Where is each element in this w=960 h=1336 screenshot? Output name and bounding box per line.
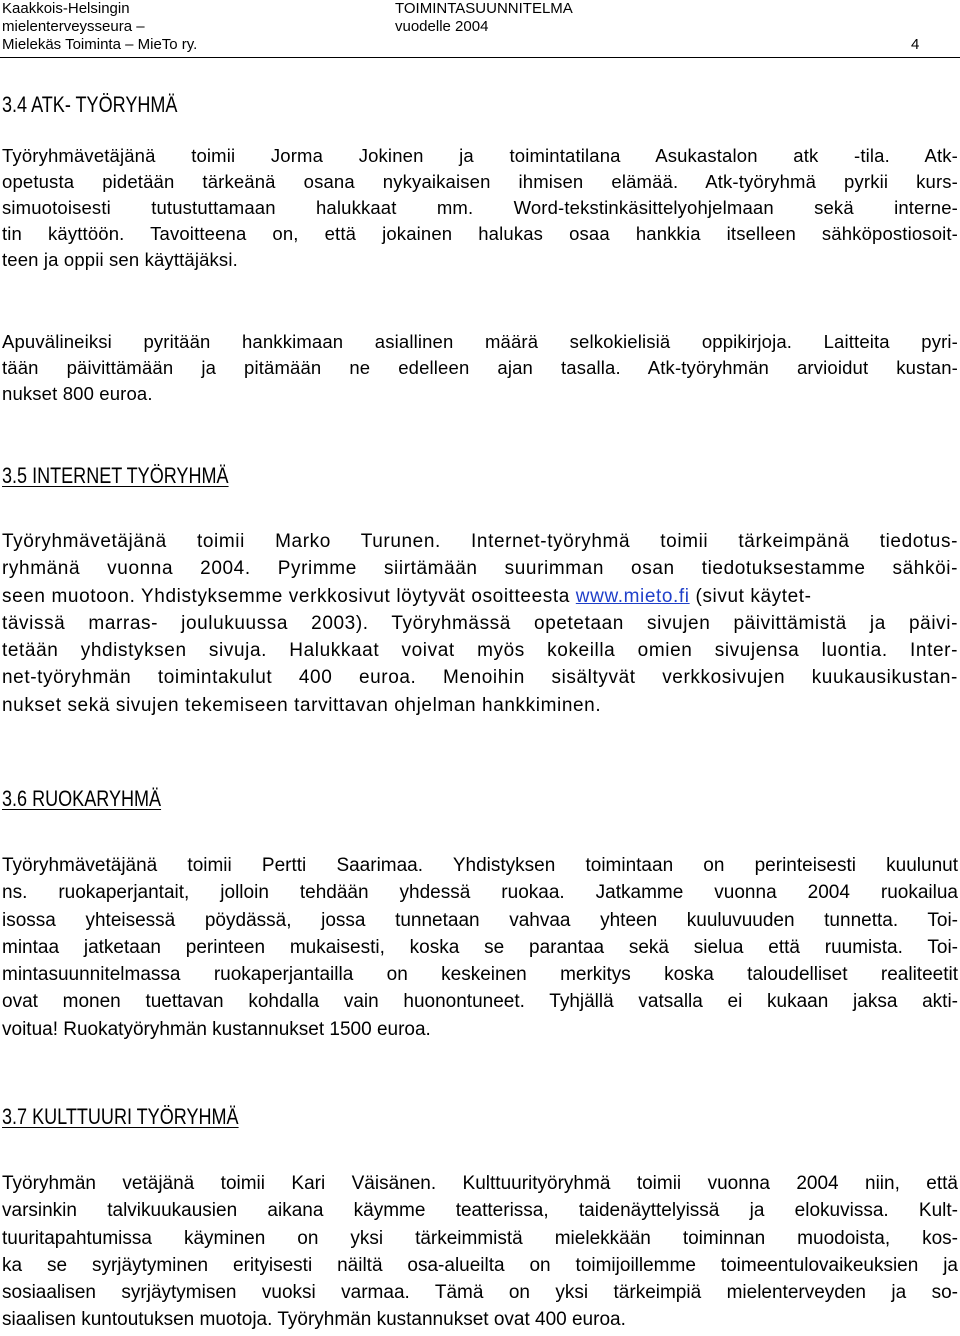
paragraph-atk-tools bbox=[2, 329, 958, 407]
text-line: varsinkin talvikuukausien aikana käymme teatterissa, taidenäyttelyissä ja elokuvissa. Kult- bbox=[2, 1200, 958, 1222]
website-link[interactable]: www.mieto.fi bbox=[575, 585, 690, 607]
text-line: mintasuunnitelmassa ruokaperjantailla on keskeinen merkitys koska taloudelliset realiteetit bbox=[2, 964, 958, 986]
text-line: sosiaalisen syrjäytymisen vuoksi varmaa. Tämä on yksi tärkeimpiä mielenterveyden ja so- bbox=[2, 1282, 958, 1304]
text-line: mintaa jatketaan perinteen mukaisesti, koska se parantaa sekä sielua että ruumista. Toi- bbox=[2, 936, 958, 958]
text-line: isossa yhteisessä pöydässä, jossa tunnetaan vahvaa yhteen kuuluvuuden tunnetta. Toi- bbox=[2, 909, 958, 931]
text-line: ns. ruokaperjantait, jolloin tehdään yhdessä ruokaa. Jatkamme vuonna 2004 ruokailua bbox=[2, 882, 958, 904]
header-org-line: Mielekäs Toiminta – MieTo ry. bbox=[2, 36, 198, 53]
text-line: ryhmänä vuonna 2004. Pyrimme siirtämään suurimman osan tiedotuksestamme sähköi- bbox=[2, 558, 958, 580]
header-org-line: mielenterveysseura – bbox=[2, 18, 145, 35]
section-title-ruoka: 3.6 RUOKARYHMÄ bbox=[2, 786, 162, 811]
text-line: Työryhmävetäjänä toimii Jorma Jokinen ja toimintatilana Asukastalon atk -tila. Atk- bbox=[2, 145, 958, 166]
header-org-line: Kaakkois-Helsingin bbox=[2, 0, 130, 17]
header-doc-line: TOIMINTASUUNNITELMA bbox=[395, 0, 573, 17]
text-line: Työryhmän vetäjänä toimii Kari Väisänen. Kulttuurityöryhmä toimii vuonna 2004 niin, että bbox=[2, 1173, 958, 1194]
text-line bbox=[2, 583, 958, 610]
section-title-atk: 3.4 ATK- TYÖRYHMÄ bbox=[2, 92, 178, 117]
paragraph-atk-intro bbox=[2, 143, 958, 273]
header-document-title bbox=[395, 0, 573, 36]
text-fragment: seen muotoon. Yhdistyksemme verkkosivut löytyvät osoitteesta bbox=[2, 585, 570, 607]
text-line: teen ja oppii sen käyttäjäksi. bbox=[2, 249, 238, 270]
header-divider bbox=[0, 57, 960, 58]
text-line: tuuritapahtumissa käyminen on yksi tärkeimmistä mielekkään toiminnan muodoista, kos- bbox=[2, 1227, 958, 1249]
text-line: nukset 800 euroa. bbox=[2, 383, 153, 404]
text-line: tetään yhdistyksen sivuja. Halukkaat voivat myös kokeilla omien sivujensa luontia. Inter- bbox=[2, 640, 958, 662]
text-line: tin käyttöön. Tavoitteena on, että jokainen halukas osaa hankkia itselleen sähköpostiosoit- bbox=[2, 223, 958, 244]
text-line: tään päivittämään ja pitämään ne edelleen ajan tasalla. Atk-työryhmän arvioidut kustan- bbox=[2, 357, 958, 378]
paragraph-ruoka bbox=[2, 852, 958, 1043]
text-fragment: (sivut käytet- bbox=[689, 585, 812, 607]
text-line: simuotoisesti tutustuttamaan halukkaat mm. Word-tekstinkäsittelyohjelmaan sekä interne- bbox=[2, 197, 958, 218]
section-title-kulttuuri: 3.7 KULTTUURI TYÖRYHMÄ bbox=[2, 1104, 239, 1129]
section-title-internet: 3.5 INTERNET TYÖRYHMÄ bbox=[2, 463, 229, 488]
text-line: ovat monen tuettavan kohdalla vain huonontuneet. Tyhjällä vatsalla ei kukaan jaksa akti- bbox=[2, 991, 958, 1013]
text-line: siaalisen kuntoutuksen muotoja. Työryhmän kustannukset ovat 400 euroa. bbox=[2, 1309, 626, 1331]
text-line: voitua! Ruokatyöryhmän kustannukset 1500 euroa. bbox=[2, 1018, 431, 1040]
header-organization bbox=[2, 0, 197, 54]
text-line: Työryhmävetäjänä toimii Pertti Saarimaa. Yhdistyksen toimintaan on perinteisesti kuulunut bbox=[2, 855, 958, 876]
header-doc-line: vuodelle 2004 bbox=[395, 18, 489, 35]
paragraph-internet bbox=[2, 528, 958, 719]
text-line: opetusta pidetään tärkeänä osana nykyaikaisen ihmisen elämää. Atk-työryhmä pyrkii kurs- bbox=[2, 171, 958, 192]
text-line: ka se syrjäytyminen erityisesti näiltä osa-alueilta on toimijoillemme toimeentulovaikeuksien ja bbox=[2, 1254, 958, 1276]
text-line: Työryhmävetäjänä toimii Marko Turunen. Internet-työryhmä toimii tärkeimpänä tiedotus- bbox=[2, 531, 958, 552]
paragraph-kulttuuri bbox=[2, 1170, 958, 1334]
text-line: net-työryhmän toimintakulut 400 euroa. Menoihin sisältyvät verkkosivujen kuukausikustan- bbox=[2, 667, 958, 689]
text-line: tävissä marras- joulukuussa 2003). Työryhmässä opetetaan sivujen päivittämistä ja päivi- bbox=[2, 612, 958, 634]
page-number: 4 bbox=[911, 36, 920, 53]
text-line: Apuvälineiksi pyritään hankkimaan asiallinen määrä selkokielisiä oppikirjoja. Laitteita pyri- bbox=[2, 331, 958, 352]
text-line: nukset sekä sivujen tekemiseen tarvittavan ohjelman hankkiminen. bbox=[2, 694, 602, 716]
